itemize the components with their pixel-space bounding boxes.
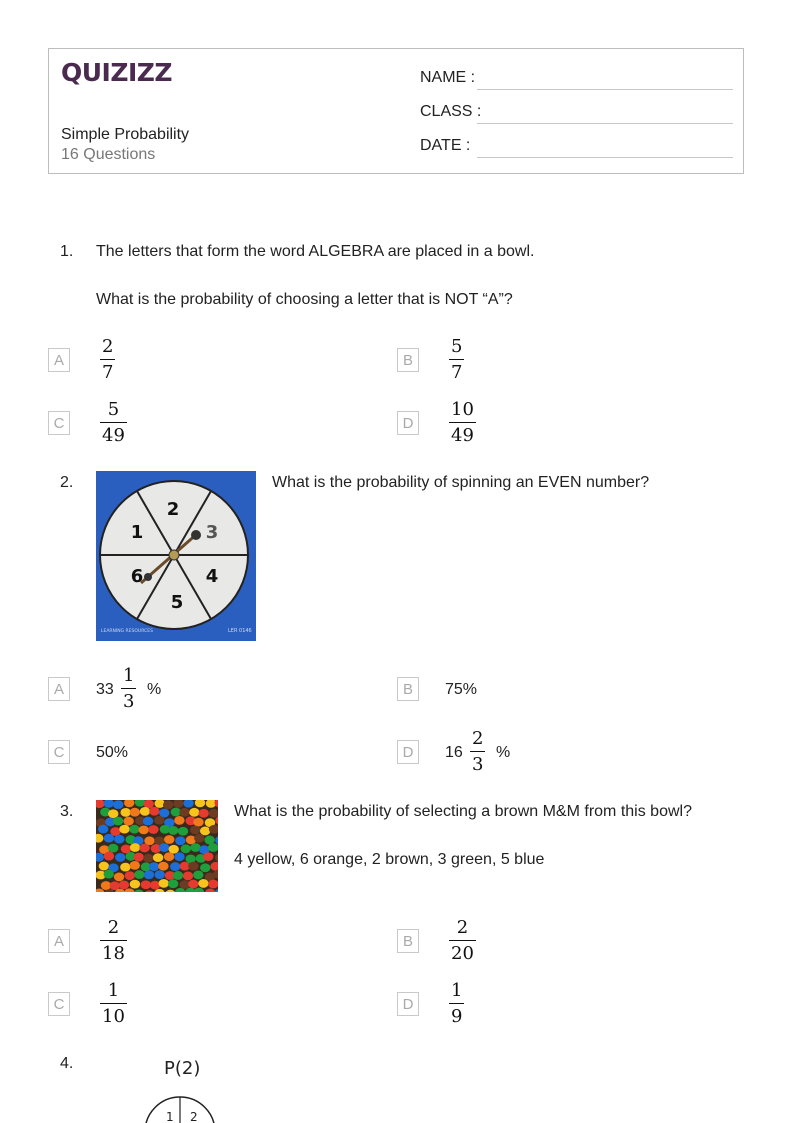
q3-option-c-fraction: 1 10 [102,980,125,1027]
q1-option-c-fraction: 5 49 [102,399,125,446]
q2-option-a-suffix: % [147,681,162,698]
worksheet-header [48,48,744,174]
question-3-text: What is the probability of selecting a brown M&M from this bowl? [234,803,692,820]
candy-bowl-image [96,800,218,892]
question-4-number: 4. [60,1055,74,1072]
question-1-text: The letters that form the word ALGEBRA are placed in a bowl. [96,243,535,260]
q2-option-a-box[interactable]: A [48,677,70,701]
worksheet-title: Simple Probability [61,126,190,143]
q1-option-a-box[interactable]: A [48,348,70,372]
question-3-number: 3. [60,803,74,820]
q3-option-c-box[interactable]: C [48,992,70,1016]
q1-option-d-box[interactable]: D [397,411,419,435]
question-count: 16 Questions [61,146,156,163]
question-4-spinner-diagram [140,1094,220,1123]
question-1-number: 1. [60,243,74,260]
spinner-image [96,471,256,641]
spinner-number-1: 1 [130,522,144,543]
q1-option-c-box[interactable]: C [48,411,70,435]
name-label: NAME : [420,69,476,86]
quizizz-logo: QUIZIZZ [61,58,173,87]
q1-option-b-fraction: 5 7 [451,336,463,383]
q2-option-d-whole: 16 [445,744,463,761]
q3-option-b-box[interactable]: B [397,929,419,953]
spinner-number-4: 4 [205,566,219,587]
q1-option-b-box[interactable]: B [397,348,419,372]
spinner-brand: LEARNING RESOURCES [101,629,153,634]
spinner-number-5: 5 [170,592,184,613]
q3-option-b-fraction: 2 20 [451,917,474,964]
date-line[interactable] [477,157,733,158]
q2-option-b-text: 75% [445,681,478,698]
q3-option-a-box[interactable]: A [48,929,70,953]
q4-section-1: 1 [166,1110,174,1123]
spinner-number-6: 6 [130,566,144,587]
question-1-prompt: What is the probability of choosing a letter that is NOT “A”? [96,291,513,308]
question-2-number: 2. [60,474,74,491]
q2-option-d-box[interactable]: D [397,740,419,764]
q3-option-d-fraction: 1 9 [451,980,463,1027]
spinner-number-2: 2 [166,499,180,520]
q2-option-a-whole: 33 [96,681,114,698]
q2-option-c-text: 50% [96,744,129,761]
spinner-code: LER 0146 [228,628,252,634]
q2-option-d-suffix: % [496,744,511,761]
name-line[interactable] [477,89,733,90]
q2-option-b-box[interactable]: B [397,677,419,701]
date-label: DATE : [420,137,471,154]
spinner-number-3: 3 [205,522,219,543]
question-3-colors: 4 yellow, 6 orange, 2 brown, 3 green, 5 blue [234,851,545,868]
q3-option-a-fraction: 2 18 [102,917,125,964]
class-label: CLASS : [420,103,482,120]
q1-option-d-fraction: 10 49 [451,399,474,446]
q2-option-d-fraction: 2 3 [472,728,484,775]
q2-option-c-box[interactable]: C [48,740,70,764]
class-line[interactable] [477,123,733,124]
q4-section-2: 2 [190,1110,198,1123]
q1-option-a-fraction: 2 7 [102,336,114,383]
q3-option-d-box[interactable]: D [397,992,419,1016]
q2-option-a-fraction: 1 3 [123,665,135,712]
question-2-text: What is the probability of spinning an EVEN number? [272,474,650,491]
question-4-label: P(2) [164,1058,201,1079]
